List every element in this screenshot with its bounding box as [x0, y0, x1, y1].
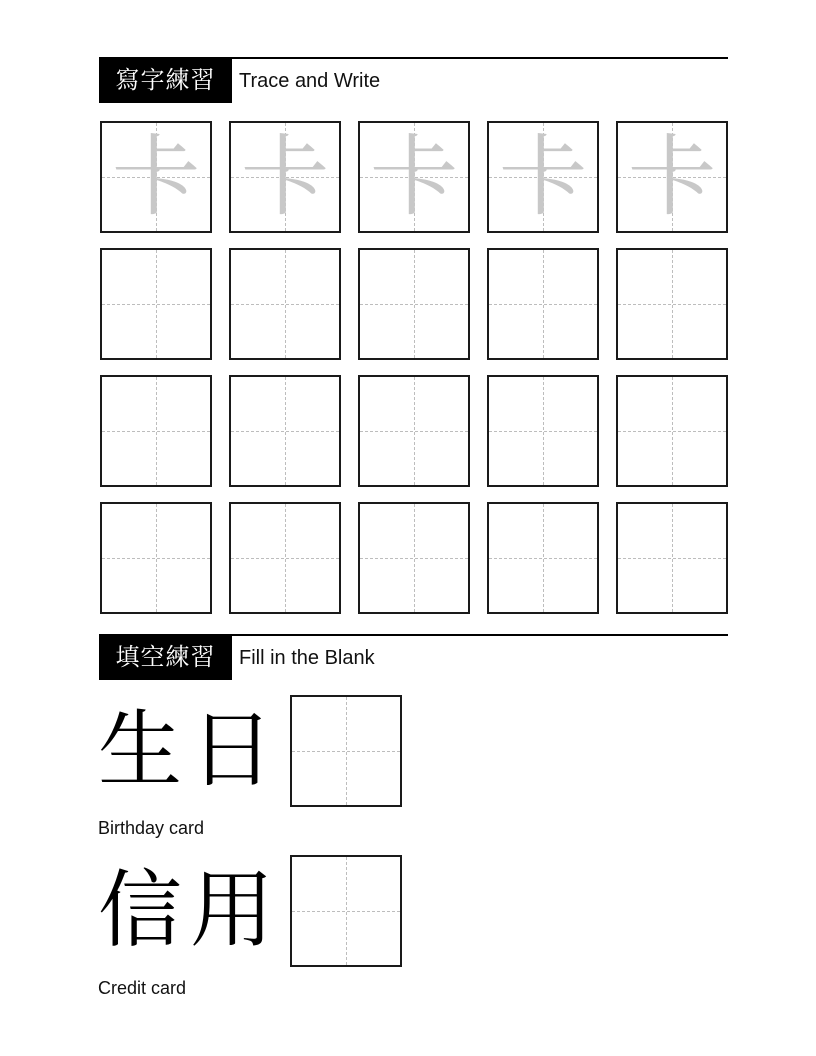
practice-cell: [358, 502, 470, 614]
practice-grid: [100, 121, 728, 629]
cell-character: [102, 377, 210, 485]
trace-cell: [487, 121, 599, 233]
cell-character: [618, 504, 726, 612]
cell-character: [102, 504, 210, 612]
trace-cell: [358, 121, 470, 233]
fill-word: 信用: [98, 861, 283, 959]
cell-character: [489, 504, 597, 612]
practice-cell: [358, 248, 470, 360]
grid-row-practice: [100, 375, 728, 487]
practice-cell: [100, 248, 212, 360]
cell-character: [360, 377, 468, 485]
cell-character: [102, 250, 210, 358]
cell-character: [489, 377, 597, 485]
cell-character: [231, 504, 339, 612]
practice-cell: [229, 502, 341, 614]
answer-box: [290, 855, 402, 967]
section-label-en: Trace and Write: [239, 70, 381, 92]
trace-character: 卡: [111, 125, 200, 228]
trace-cell: [616, 121, 728, 233]
cell-character: [231, 250, 339, 358]
practice-cell: [616, 375, 728, 487]
section-label-zh: 寫字練習: [99, 57, 232, 103]
practice-cell: [100, 375, 212, 487]
fill-meaning: Birthday card: [98, 818, 205, 838]
practice-cell: [487, 502, 599, 614]
answer-character: [292, 697, 400, 805]
answer-box: [290, 695, 402, 807]
trace-character: 卡: [240, 125, 329, 228]
practice-cell: [358, 375, 470, 487]
practice-cell: [100, 502, 212, 614]
trace-cell: [100, 121, 212, 233]
fill-word: 生日: [98, 701, 283, 799]
trace-character: 卡: [627, 125, 716, 228]
cell-character: [360, 504, 468, 612]
cell-character: [618, 250, 726, 358]
grid-row-trace: [100, 121, 728, 233]
trace-character: 卡: [369, 125, 458, 228]
trace-section-header: [99, 57, 728, 103]
trace-character: 卡: [498, 125, 587, 228]
fill-item: [98, 855, 428, 1005]
section-label-zh: 填空練習: [99, 634, 232, 680]
practice-cell: [616, 502, 728, 614]
section-label-en: Fill in the Blank: [239, 647, 375, 669]
cell-character: [231, 377, 339, 485]
answer-character: [292, 857, 400, 965]
trace-cell: [229, 121, 341, 233]
fill-meaning: Credit card: [98, 978, 187, 998]
practice-cell: [229, 248, 341, 360]
fill-section-header: [99, 634, 728, 680]
cell-character: [618, 377, 726, 485]
practice-cell: [487, 248, 599, 360]
practice-cell: [487, 375, 599, 487]
practice-cell: [616, 248, 728, 360]
practice-cell: [229, 375, 341, 487]
grid-row-practice: [100, 502, 728, 614]
fill-item: [98, 695, 428, 845]
cell-character: [489, 250, 597, 358]
cell-character: [360, 250, 468, 358]
grid-row-practice: [100, 248, 728, 360]
